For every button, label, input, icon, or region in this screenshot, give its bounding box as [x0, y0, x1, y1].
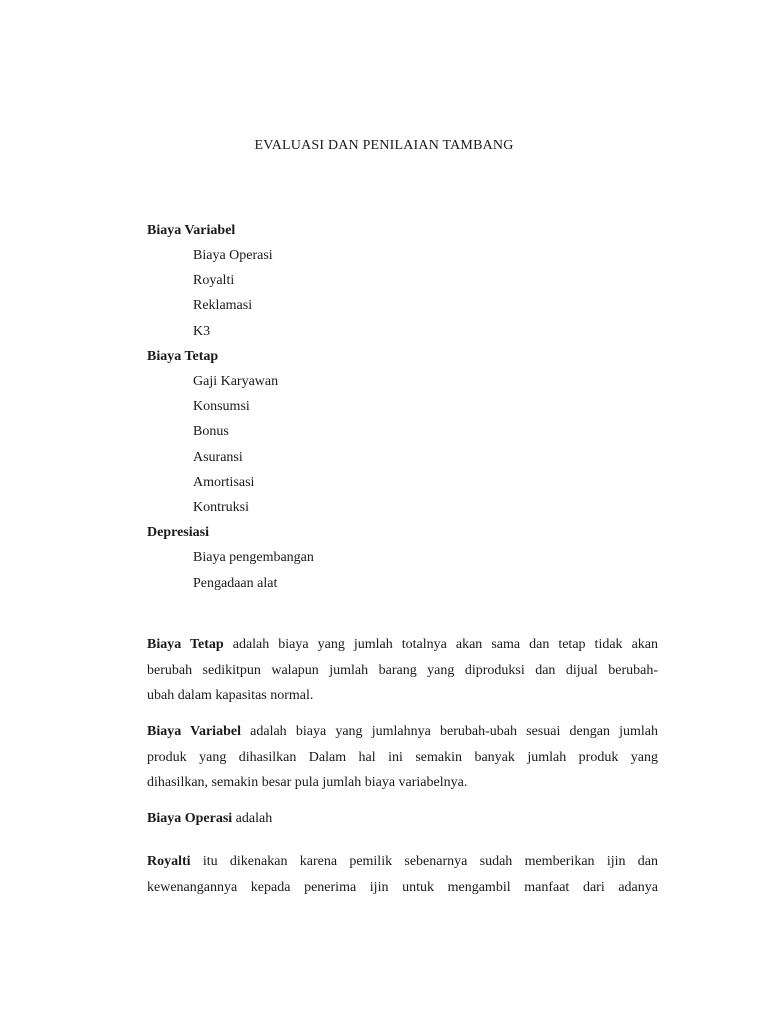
paragraph-line: [147, 719, 658, 745]
paragraph-biaya-variabel: [147, 719, 658, 796]
list-item: Kontruksi: [193, 500, 249, 515]
list-item: Amortisasi: [193, 475, 255, 490]
paragraph-text: itu dikenakan karena pemilik sebenarnya sudah memberikan ijin dan: [190, 854, 658, 869]
list-item: Pengadaan alat: [193, 576, 278, 591]
paragraph-biaya-operasi: [147, 806, 658, 832]
list-item: Biaya Operasi: [193, 248, 273, 263]
paragraph-term: Biaya Tetap: [147, 637, 224, 652]
paragraph-line: [147, 849, 658, 875]
paragraph-line: [147, 806, 658, 832]
paragraph-text: adalah biaya yang jumlah totalnya akan sama dan tetap tidak akan: [223, 637, 658, 652]
paragraph-text: adalah biaya yang jumlahnya berubah-ubah sesuai dengan jumlah: [240, 724, 658, 739]
paragraph-line: dihasilkan, semakin besar pula jumlah biaya variabelnya.: [147, 775, 468, 790]
paragraph-biaya-tetap: [147, 632, 658, 709]
paragraph-term: Biaya Operasi: [147, 811, 233, 826]
paragraph-line: [147, 632, 658, 658]
paragraph-term: Royalti: [147, 854, 191, 869]
list-item: Bonus: [193, 424, 229, 439]
list-item: K3: [193, 324, 211, 339]
section-heading-biaya-variabel: Biaya Variabel: [147, 223, 236, 238]
paragraph-term: Biaya Variabel: [147, 724, 241, 739]
paragraph-royalti: [147, 849, 658, 900]
list-item: Asuransi: [193, 450, 243, 465]
list-item: Biaya pengembangan: [193, 550, 314, 565]
list-item: Reklamasi: [193, 298, 253, 313]
list-item: Royalti: [193, 273, 235, 288]
page-title: EVALUASI DAN PENILAIAN TAMBANG: [254, 138, 514, 153]
list-item: Gaji Karyawan: [193, 374, 279, 389]
paragraph-line: produk yang dihasilkan Dalam hal ini semakin banyak jumlah produk yang: [147, 749, 658, 765]
section-heading-biaya-tetap: Biaya Tetap: [147, 349, 219, 364]
paragraph-line: ubah dalam kapasitas normal.: [147, 688, 314, 703]
paragraph-line: kewenangannya kepada penerima ijin untuk mengambil manfaat dari adanya: [147, 879, 658, 895]
paragraph-text: adalah: [232, 811, 273, 826]
list-item: Konsumsi: [193, 399, 250, 414]
section-heading-depresiasi: Depresiasi: [147, 525, 209, 540]
paragraph-line: berubah sedikitpun walapun jumlah barang yang diproduksi dan dijual berubah-: [147, 662, 658, 678]
